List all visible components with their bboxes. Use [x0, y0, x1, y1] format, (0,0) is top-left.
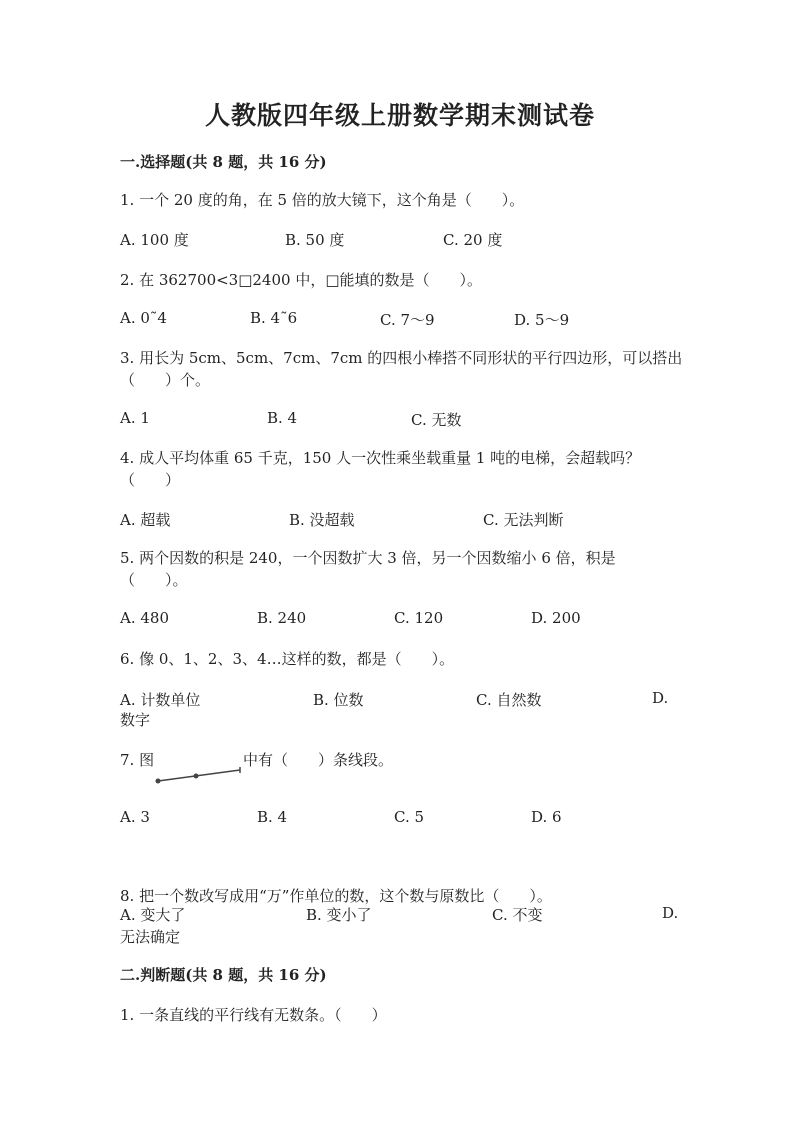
- question-3: 3. 用长为 5cm、5cm、7cm、7cm 的四根小棒搭不同形状的平行四边形，可以搭出: [120, 349, 683, 367]
- option-2a: A. 0˜4: [120, 309, 167, 327]
- question-8: 8. 把一个数改写成用“万”作单位的数，这个数与原数比（ ）。: [120, 887, 552, 905]
- option-7b: B. 4: [257, 808, 288, 826]
- option-2b: B. 4˜6: [250, 309, 298, 327]
- option-3a: A. 1: [120, 409, 150, 427]
- option-2d: D. 5～9: [514, 311, 570, 329]
- option-5b: B. 240: [257, 609, 307, 627]
- question-7: 7. 图: [120, 751, 155, 769]
- question-3-cont: （ ）个。: [120, 371, 211, 389]
- point-middle: [194, 774, 199, 779]
- page-title: 人教版四年级上册数学期末测试卷: [204, 101, 595, 130]
- option-3c: C. 无数: [411, 411, 462, 429]
- option-1b: B. 50 度: [285, 231, 345, 249]
- option-6b: B. 位数: [313, 691, 364, 709]
- point-left: [156, 779, 161, 784]
- option-5c: C. 120: [394, 609, 444, 627]
- question-7-cont: 中有（ ）条线段。: [243, 751, 394, 769]
- option-2c: C. 7～9: [380, 311, 435, 329]
- section-heading-choice: 一.选择题(共 8 题，共 16 分): [120, 153, 327, 171]
- option-4c: C. 无法判断: [483, 511, 564, 529]
- option-8b: B. 变小了: [306, 906, 372, 924]
- question-4: 4. 成人平均体重 65 千克，150 人一次性乘坐载重量 1 吨的电梯，会超载吗？: [120, 449, 641, 467]
- option-6d: D.: [652, 689, 669, 707]
- option-6a: A. 计数单位: [120, 691, 201, 709]
- option-7a: A. 3: [120, 808, 150, 826]
- question-1: 1. 一个 20 度的角，在 5 倍的放大镜下，这个角是（ ）。: [120, 191, 525, 209]
- option-6d-text: 数字: [120, 711, 151, 729]
- option-3b: B. 4: [267, 409, 298, 427]
- option-1a: A. 100 度: [120, 231, 189, 249]
- judgement-question-1: 1. 一条直线的平行线有无数条。（ ）: [120, 1006, 387, 1024]
- option-8a: A. 变大了: [120, 906, 186, 924]
- question-4-cont: （ ）: [120, 471, 181, 489]
- question-6: 6. 像 0、1、2、3、4…这样的数，都是（ ）。: [120, 650, 455, 668]
- question-5-cont: （ ）。: [120, 571, 188, 589]
- option-5a: A. 480: [120, 609, 169, 627]
- line-segment-figure: [150, 764, 245, 784]
- section-heading-judgement: 二.判断题(共 8 题，共 16 分): [120, 966, 327, 984]
- option-1c: C. 20 度: [443, 231, 503, 249]
- option-7d: D. 6: [531, 808, 562, 826]
- option-5d: D. 200: [531, 609, 581, 627]
- question-2: 2. 在 362700<3□2400 中，□能填的数是（ ）。: [120, 271, 483, 289]
- option-8d-text: 无法确定: [120, 928, 181, 946]
- option-4b: B. 没超载: [289, 511, 355, 529]
- option-4a: A. 超载: [120, 511, 171, 529]
- option-6c: C. 自然数: [476, 691, 542, 709]
- question-5: 5. 两个因数的积是 240，一个因数扩大 3 倍，另一个因数缩小 6 倍，积是: [120, 549, 616, 567]
- option-8d: D.: [662, 904, 679, 922]
- option-8c: C. 不变: [492, 906, 543, 924]
- option-7c: C. 5: [394, 808, 425, 826]
